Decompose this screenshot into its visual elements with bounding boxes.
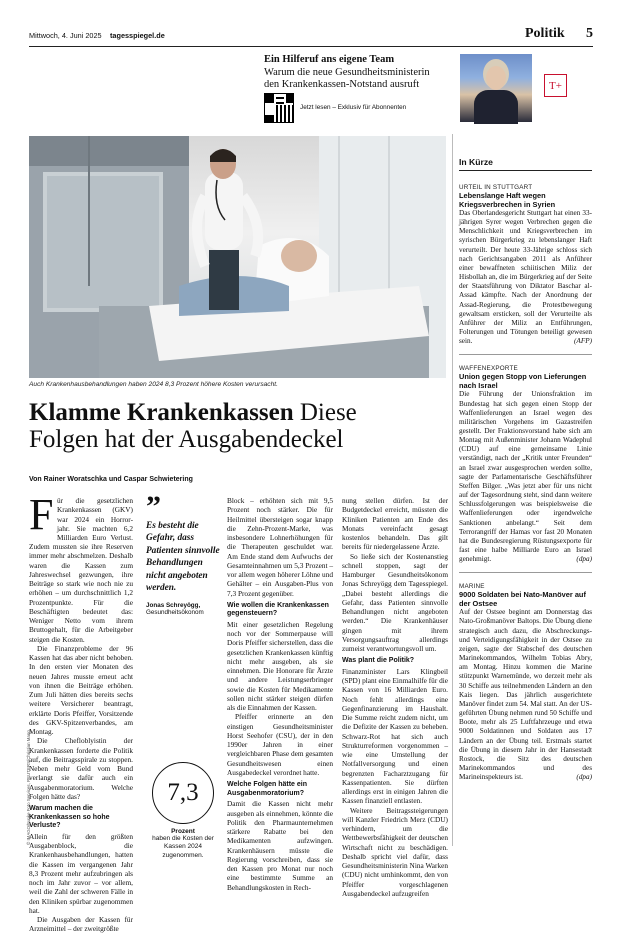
stat-box xyxy=(146,762,220,860)
sidebar-text-body: Die Führung der Unionsfraktion im Bundestag hat sich gegen einen Stopp der Waffenlieferungen an Israel wegen des militärischen Vorgehens im Gazastreifen gestellt. Der Fraktionsvorstand habe sich am Montag mit Außenminister Johann Wadephul (CDU) auf eine gemeinsame Linie verständigt, nach der „Kritik unter Freunden“ an Israel zwar ausgesprochen werden sollte, sagte der Parlamentarische Geschäftsführer Steffen Bilger. „Was jetzt aber für uns nicht auf der Tagesordnung steht, sind dann weitere Schlussfolgerungen was beispielsweise die Waffenlieferungen oder irgendwelche Sanktionen anbelangt.“ Seit dem Terrorangriff der Hamas vor fast 20 Monaten hat die Bundesregierung Rüstungsexporte für fast eine halbe Milliarde Euro an Israel genehmigt. xyxy=(459,390,592,564)
sidebar-heading: In Kürze xyxy=(459,157,592,171)
col1-paragraph-2: Die Finanzprobleme der 96 Kassen hat das aber nicht behoben. In den ersten vier Monaten des neuen Jahres musste erneut acht von ihnen die Beiträge erhöhen. Zum Juli hätten dies bereits sechs weitere Versicherer beantragt, erklärte Doris Pfeiffer, Vorsitzende des GKV-Spitzenverbandes, am Montag. xyxy=(29,643,133,736)
lead-line-5: Milliarden Euro Verlust. xyxy=(57,533,133,542)
col1-paragraph-3: Die Chefloblyistin der Krankenkassen forderte die Politik auf, die Beitragsspirale zu stoppen. Neben mehr Geld vom Bund verlangt sie dafür auch ein Ausgabenmoratorium. Welche Folgen hätte das? xyxy=(29,736,133,801)
col4-paragraph-4: Weitere Beitragssteigerungen will Kanzler Friedrich Merz (CDU) verhindern, um die Wettbewerbsfähigkeit der deutschen Wirtschaft nicht zu beschädigen. Deshalb spricht viel dafür, dass Gesundheitsministerin Nina Warken (CDU) nicht umhinkommt, den von Pfeiffer vorgeschlagenen Ausgabendeckel aufzugreifen xyxy=(342,805,448,898)
article-column-3 xyxy=(227,496,333,892)
col3-paragraph-2: Mit einer gesetzlichen Regelung noch vor der Sommerpause will Doris Pfeiffer sicherstellen, dass die gesetzlichen Krankenkassen künftig nicht mehr ausgeben, als sie einnehmen. Die Honorare für Ärzte und andere Leistungserbringer sowie die Kosten für Medikamente sollen nicht stärker steigen dürfen als die Einnahmen der Kassen. xyxy=(227,619,333,713)
article-column-1 xyxy=(29,490,133,934)
minister-body xyxy=(474,90,518,124)
col1-subhead-1: Warum machen die Krankenkassen so hohe Verluste? xyxy=(29,805,110,830)
teaser-title[interactable]: Ein Hilferuf ans eigene Team xyxy=(264,54,395,65)
teaser-subtitle-1: Warum die neue Gesundheitsministerin xyxy=(264,67,430,78)
sidebar-source: (AFP) xyxy=(574,337,592,346)
col4-paragraph-3: Finanzminister Lars Klingbeil (SPD) plant eine Einmalhilfe für die Kassen von 16 Milliarden Euro. Noch fehlt allerdings eine Gegenfinanzierung im Haushalt. Die Summe reicht zudem nicht, um die Defizite der Kassen zu beheben. Schwarz-Rot hat sich auch Strukturreformen vorgenommen – wie eine Umstellung der Notfallversorgung und einen begrenzten Facharztzugang für Kassenpatienten. Sie dürften allerdings erst in einigen Jahren die Kassen finanziell entlasten. xyxy=(342,666,448,806)
col3-paragraph-3: Pfeiffer erinnerte an den einstigen Gesundheitsminister Horst Seehofer (CSU), der in den 1990er Jahren in einer vergleichbaren Phase dem gesamten Gesundheitswesen einen Ausgabedeckel verordnet hatte. xyxy=(227,712,333,777)
quote-text: Es besteht die Gefahr, dass Patienten sinnvolle Behandlungen nicht angeboten werden. xyxy=(146,521,220,594)
hospital-photo xyxy=(29,136,446,378)
teaser-subtitle-2: den Krankenkassen-Notstand ausruft xyxy=(264,79,420,90)
col3-subhead-1: Wie wollen die Krankenkassen gegensteuern? xyxy=(227,601,329,618)
tplus-badge-label: T+ xyxy=(549,79,562,92)
sidebar-title: Lebenslange Haft wegen Kriegsverbrechen in Syrien xyxy=(459,191,556,209)
sidebar-divider xyxy=(452,134,453,846)
col4-subhead-1: Was plant die Politik? xyxy=(342,657,415,665)
article-headline xyxy=(29,399,449,453)
tplus-badge[interactable] xyxy=(544,74,567,97)
photo-credit: © IMAGO/Funke Foto Services, REUTERS/Christian Mang xyxy=(26,730,31,845)
page-header xyxy=(29,28,594,42)
sidebar-kicker: URTEIL IN STUTTGART xyxy=(459,184,533,191)
quote-mark-icon: ” xyxy=(146,490,161,523)
col3-paragraph-4: Damit die Kassen nicht mehr ausgeben als einnehmen, könnte die Politik den Pharmaunternehmen stärkere Rabatte bei den Medikamenten aufzwingen. Krankenhäusern müsste die Regierung vorschreiben, dass sie den Kassen pro Monat nur noch eine bestimmte Summe an Behandlungskosten in Rech- xyxy=(227,799,333,892)
article-byline: Von Rainer Woratschka und Caspar Schwietering xyxy=(29,476,193,483)
sidebar-text-body: Auf der Ostsee beginnt am Donnerstag das Nato-Großmanöver Baltops. Die Übung diene strategisch auch dazu, die Abschreckungs- und Verteidigungsfähigkeit in der Ostsee zu zeigen, sagte der Stabschef des deutschen Marinekommandos, Wilhelm Tobias Abry, am Montag. Hinzu kommen die Marine stützpunkt Warnemünde, wo derzeit mehr als 30 Schiffe aus teilnehmenden Ländern an den Kais liegen. Das jährlich ausgerichtete Manöver findet zum 54. Mal statt. An der US-geführten Übung nehmen rund 50 Schiffe und Boote, mehr als 25 Luftfahrzeuge und etwa 9000 Soldatinnen und Soldaten aus 17 Ländern an der Übung teil. Erstmals startet die Übung in diesem Jahr in der Hansestadt Rostock, die Sitz des deutschen Marinekommandos und des Marineinspekteurs ist. xyxy=(459,608,592,782)
stat-value: 7,3 xyxy=(167,779,199,806)
sidebar-in-kuerze xyxy=(459,157,592,782)
stat-text: haben die Kosten der Kassen 2024 zugenommen. xyxy=(152,835,214,859)
pull-quote xyxy=(146,490,220,617)
article-column-4 xyxy=(342,496,448,898)
teaser-box[interactable] xyxy=(264,54,594,126)
headline-bold: Klamme Krankenkassen xyxy=(29,399,294,426)
sidebar-item-waffenexporte xyxy=(459,365,592,564)
header-rule xyxy=(29,46,593,47)
header-section: Politik xyxy=(525,26,565,41)
lead-line-2: Krankenkassen (GKV) xyxy=(57,505,133,515)
sidebar-text xyxy=(459,390,592,564)
headline-rest: Diese xyxy=(299,399,357,426)
hospital-scene xyxy=(29,136,446,378)
col1-paragraph-1: Zudem mussten sie ihre Reserven immer mehr abschmelzen. Deshalb waren die Kassen zum Jahreswechsel gezwungen, ihre Beiträge so stark wie noch nie zu erhöhen – um durchschnittlich 1,2 Prozentpunkte. Für die Beschäftigten bedeutet das: Weniger Netto vom ihrem Bruttogehalt, für die Arbeitgeber steigen die Kosten. xyxy=(29,542,133,644)
sidebar-source: (dpa) xyxy=(576,555,592,564)
minister-head xyxy=(486,66,506,90)
sidebar-kicker: WAFFENEXPORTE xyxy=(459,365,518,373)
sidebar-text-body: Das Oberlandesgericht Stuttgart hat einen 33-jährigen Syrer wegen Verbrechen gegen die Menschlichkeit und Kriegsverbrechen im syrischen Bürgerkrieg zu lebenslanger Haft verurteilt. Der heute 33-Jährige schloss sich nach Gerichtsangaben 2011 als Anführer einer bewaffneten schiitischen Miliz der Hisbollah an, die im Bürgerkrieg auf der Seite der Staatsführung von Diktator Baschar al-Assad kämpfte. Nach der Anordnung der Assad-Regierung, die Protestbewegung gewaltsam ersticken, soll der Verurteilte als Anführer der Miliz an Entführungen, Folterungen und Tötungen beteiligt gewesen sein. xyxy=(459,209,592,346)
header-page-number: 5 xyxy=(586,26,593,41)
stat-label: Prozent xyxy=(171,828,195,835)
teaser-note: Jetzt lesen – Exklusiv für Abonnenten xyxy=(300,104,407,111)
lead-line-4: jahr. Sie machten 6,2 xyxy=(57,523,133,533)
col1-paragraph-4: Allein für den größten Ausgabenblock, die Krankenhausbehandlungen, hatten die Kassen im vergangenen Jahr 8,3 Prozent mehr aufzubringen als noch im Jahr zuvor – vor allem, weil die Zahl der schweren Fälle in den Kliniken spürbar zugenommen hat. xyxy=(29,831,133,915)
article-lead xyxy=(29,490,133,542)
quote-role: Gesundheitsökonom xyxy=(146,609,204,617)
sidebar-title: 9000 Soldaten bei Nato-Manöver auf der Ostsee xyxy=(459,590,586,609)
sidebar-title: Union gegen Stopp von Lieferungen nach Israel xyxy=(459,372,587,391)
sidebar-text xyxy=(459,209,592,346)
lead-line-1: ür die gesetzlichen xyxy=(57,496,133,505)
col1-paragraph-5: Die Ausgaben der Kassen für Arzneimittel – der zweitgrößte xyxy=(29,915,133,934)
header-site[interactable]: tagesspiegel.de xyxy=(110,31,165,40)
sidebar-text xyxy=(459,608,592,782)
header-date: Mittwoch, 4. Juni 2025 xyxy=(29,31,102,40)
dropcap: F xyxy=(29,490,54,539)
stat-circle xyxy=(152,762,214,824)
sidebar-item-marine xyxy=(459,583,592,782)
col4-paragraph-1: nung stellen dürfen. Ist der Budgetdeckel erreicht, müssten die Kliniken Patienten am Ende des Monats vereinfacht gesagt kostenlos behandeln. Das gilt bereits für niedergelassene Ärzte. xyxy=(342,496,448,552)
headline-line-2: Folgen hat der Ausgabendeckel xyxy=(29,426,344,453)
col3-subhead-2: Welche Folgen hätte ein Ausgabenmoratorium? xyxy=(227,781,307,797)
sidebar-separator xyxy=(459,572,592,573)
sidebar-kicker: MARINE xyxy=(459,583,485,591)
photo-caption: Auch Krankenhausbehandlungen haben 2024 8,3 Prozent höhere Kosten verursacht. xyxy=(29,381,278,388)
qr-code-icon[interactable] xyxy=(264,93,294,123)
sidebar-separator xyxy=(459,354,592,355)
quote-author: Jonas Schreyögg, xyxy=(146,602,201,610)
col3-paragraph-1: Block – erhöhten sich mit 9,5 Prozent noch stärker. Die für Heilmittel übersteigen sogar knapp die Zehn-Prozent-Marke, was insbesondere Lohnerhöhungen für die Therapeuten geschuldet war. Am Ende stand dem Aufwuchs der Gesamteinnahmen um 5,3 Prozent – vor allem wegen höherer Löhne und Gehälter – ein Ausgaben-Plus von 7,3 Prozent gegenüber. xyxy=(227,496,333,598)
col4-paragraph-2: So ließe sich der Kostenanstieg schnell stoppen, sagt der Hamburger Gesundheitsökonom Jonas Schreyögg dem Tagesspiegel. „Dabei besteht allerdings die Gefahr, dass Patienten sinnvolle Behandlungen nicht angeboten werden.“ Die Krankenhäuser gingen mit ihrem Versorgungsauftrag allerdings zumeist verantwortungsvoll um. xyxy=(342,551,448,653)
headline-line-1 xyxy=(29,399,449,426)
lead-line-3: war 2024 ein Horror- xyxy=(57,514,133,524)
teaser-photo[interactable] xyxy=(460,54,532,122)
sidebar-source: (dpa) xyxy=(576,773,592,782)
sidebar-item-stuttgart xyxy=(459,184,592,346)
